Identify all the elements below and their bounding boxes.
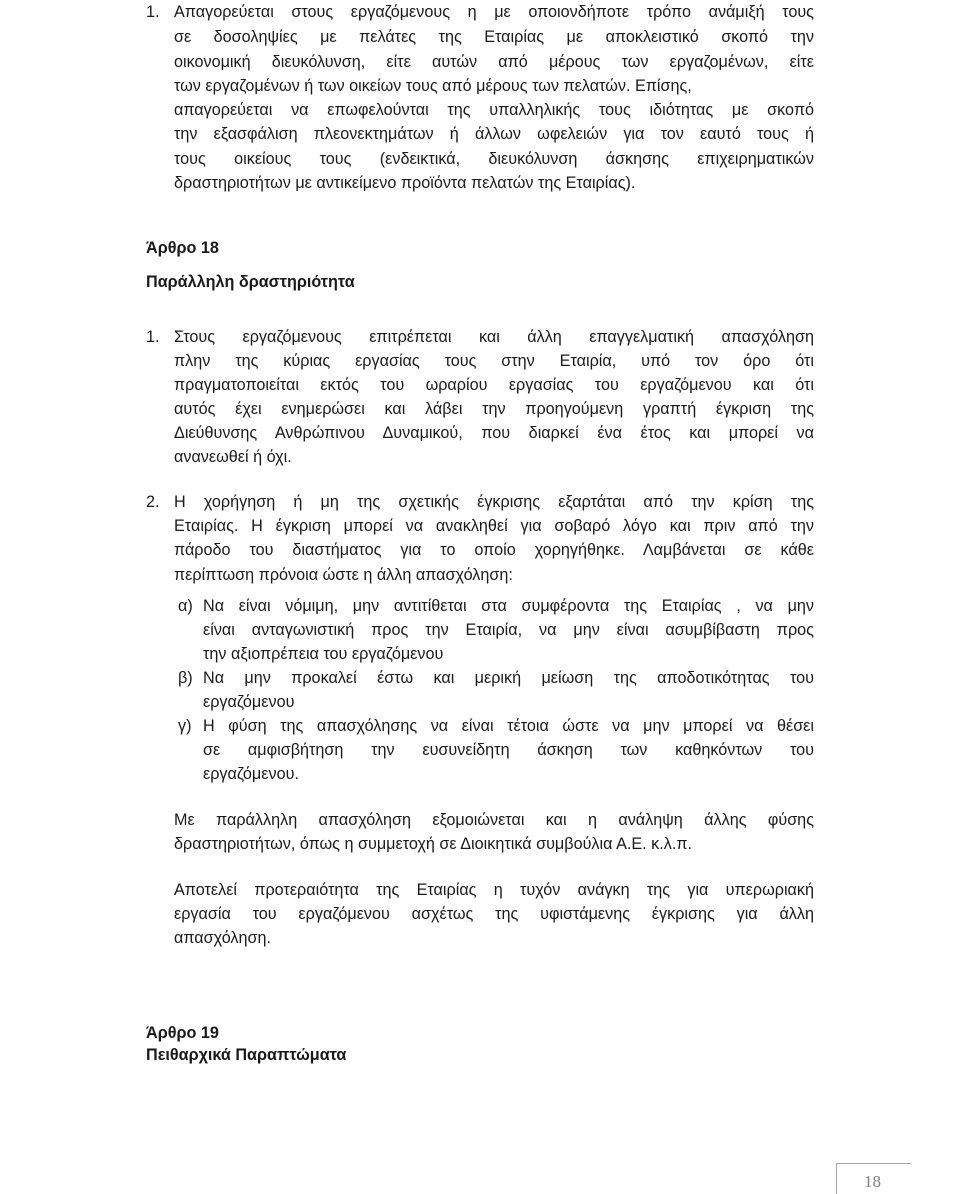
list-number: 2. [146,493,160,511]
paragraph-line: Απαγορεύεται στους εργαζόμενους η με οποιονδήποτε τρόπο ανάμιξή τους [174,3,814,21]
paragraph-line: δραστηριοτήτων, όπως η συμμετοχή σε Διοικητικά συμβούλια Α.Ε. κ.λ.π. [174,835,693,853]
page-number: 18 [864,1172,881,1191]
paragraph-line: σε δοσοληψίες με πελάτες της Εταιρίας με αποκλειστικό σκοπό την [174,28,814,46]
paragraph-line: περίπτωση πρόνοια ώστε η άλλη απασχόληση: [174,566,513,584]
paragraph-line: Η χορήγηση ή μη της σχετικής έγκρισης εξαρτάται από την κρίση της [174,493,814,511]
paragraph-line: απασχόληση. [174,929,271,947]
article-title: Άρθρο 19 [146,1024,219,1042]
paragraph-line: δραστηριοτήτων με αντικείμενο προϊόντα πελατών της Εταιρίας). [174,174,636,192]
sub-item-line: Η φύση της απασχόλησης να είναι τέτοια ώστε να μην μπορεί να θέσει [203,717,814,735]
paragraph-line: Αποτελεί προτεραιότητα της Εταιρίας η τυχόν ανάγκη της για υπερωριακή [174,881,814,899]
sub-item-line: Να μην προκαλεί έστω και μερική μείωση της αποδοτικότητας του [203,669,814,687]
paragraph-line: τους οικείους τους (ενδεικτικά, διευκόλυνση άσκησης επιχειρηματικών [174,150,814,168]
sub-item-label: γ) [178,717,192,735]
sub-item-label: α) [178,597,193,615]
article-subtitle: Πειθαρχικά Παραπτώματα [146,1046,347,1064]
paragraph-line: Διεύθυνσης Ανθρώπινου Δυναμικού, που διαρκεί ένα έτος και μπορεί να [174,424,814,442]
paragraph-line: εργασία του εργαζόμενου ασχέτως της υφιστάμενης έγκρισης για άλλη [174,905,814,923]
sub-item-line: εργαζόμενου [203,693,295,711]
paragraph-line: Εταιρίας. Η έγκριση μπορεί να ανακληθεί για σοβαρό λόγο και πριν από την [174,517,814,535]
paragraph-line: Στους εργαζόμενους επιτρέπεται και άλλη επαγγελματική απασχόληση [174,328,814,346]
article-subtitle: Παράλληλη δραστηριότητα [146,273,355,291]
paragraph-line: απαγορεύεται να επωφελούνται της υπαλληλικής τους ιδιότητας με σκοπό [174,101,814,119]
paragraph-line: πραγματοποιείται εκτός του ωραρίου εργασίας του εργαζόμενου και ότι [174,376,814,394]
sub-item-line: εργαζόμενου. [203,765,299,783]
article-title: Άρθρο 18 [146,239,219,257]
paragraph-line: Με παράλληλη απασχόληση εξομοιώνεται και η ανάληψη άλλης φύσης [174,811,814,829]
list-number: 1. [146,328,160,346]
sub-item-line: σε αμφισβήτηση την ευσυνείδητη άσκηση των καθηκόντων του [203,741,814,759]
paragraph-line: πλην της κύριας εργασίας τους στην Εταιρία, υπό τον όρο ότι [174,352,814,370]
paragraph-line: των εργαζομένων ή των οικείων τους από μέρους των πελατών. Επίσης, [174,77,692,95]
sub-item-line: Να είναι νόμιμη, μην αντιτίθεται στα συμφέροντα της Εταιρίας , να μην [203,597,814,615]
sub-item-line: είναι ανταγωνιστική προς την Εταιρία, να μην είναι ασυμβίβαστη προς [203,621,814,639]
paragraph-line: ανανεωθεί ή όχι. [174,448,292,466]
sub-item-label: β) [178,669,193,687]
sub-item-line: την αξιοπρέπεια του εργαζόμενου [203,645,444,663]
list-number: 1. [146,3,160,21]
paragraph-line: την εξασφάλιση πλεονεκτημάτων ή άλλων ωφελειών για τον εαυτό τους ή [174,125,814,143]
paragraph-line: πάροδο του διαστήματος για το οποίο χορηγήθηκε. Λαμβάνεται σε κάθε [174,541,814,559]
paragraph-line: οικονομική διευκόλυνση, είτε αυτών από μέρους των εργαζομένων, είτε [174,53,814,71]
paragraph-line: αυτός έχει ενημερώσει και λάβει την προηγούμενη γραπτή έγκριση της [174,400,814,418]
